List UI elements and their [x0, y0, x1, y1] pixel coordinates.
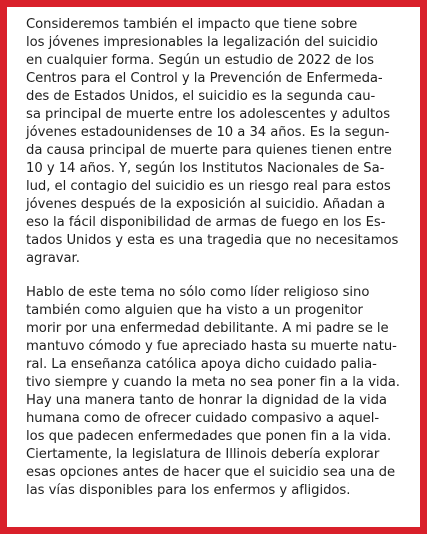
paragraph-line: eso la fácil disponibilidad de armas de fuego en los Es-: [26, 215, 386, 230]
paragraph-line: lud, el contagio del suicidio es un riesgo real para estos: [26, 179, 391, 194]
paragraph-line: esas opciones antes de hacer que el suicidio sea una de: [26, 465, 396, 480]
paragraph-2: [26, 284, 418, 500]
paragraph-spacer: [26, 268, 418, 284]
paragraph-1: [26, 16, 418, 268]
paragraph-line: los que padecen enfermedades que ponen fin a la vida.: [26, 429, 392, 444]
paragraph-line: humana como de ofrecer cuidado compasivo a aquel-: [26, 411, 380, 426]
paragraph-line: también como alguien que ha visto a un progenitor: [26, 303, 363, 318]
paragraph-line: des de Estados Unidos, el suicidio es la segunda cau-: [26, 89, 376, 104]
paragraph-line: los jóvenes impresionables la legalización del suicidio: [26, 35, 378, 50]
paragraph-line: morir por una enfermedad debilitante. A mi padre se le: [26, 321, 389, 336]
paragraph-line: Consideremos también el impacto que tiene sobre: [26, 17, 358, 32]
paragraph-line: Hablo de este tema no sólo como líder religioso sino: [26, 285, 370, 300]
paragraph-line: sa principal de muerte entre los adolescentes y adultos: [26, 107, 391, 122]
paragraph-line: da causa principal de muerte para quienes tienen entre: [26, 143, 392, 158]
paragraph-line: 10 y 14 años. Y, según los Institutos Nacionales de Sa-: [26, 161, 385, 176]
paragraph-line: Centros para el Control y la Prevención de Enfermeda-: [26, 71, 383, 86]
paragraph-line: Ciertamente, la legislatura de Illinois debería explorar: [26, 447, 380, 462]
paragraph-line: agravar.: [26, 251, 80, 266]
paragraph-line: tivo siempre y cuando la meta no sea poner fin a la vida.: [26, 375, 400, 390]
paragraph-line: mantuvo cómodo y fue apreciado hasta su muerte natu-: [26, 339, 397, 354]
paragraph-line: jóvenes estadounidenses de 10 a 34 años. Es la segun-: [26, 125, 390, 140]
paragraph-line: jóvenes después de la exposición al suicidio. Añadan a: [26, 197, 386, 212]
paragraph-line: Hay una manera tanto de honrar la dignidad de la vida: [26, 393, 387, 408]
paragraph-line: tados Unidos y esta es una tragedia que no necesitamos: [26, 233, 399, 248]
article-body: [26, 16, 418, 500]
paragraph-line: en cualquier forma. Según un estudio de 2022 de los: [26, 53, 374, 68]
paragraph-line: ral. La enseñanza católica apoya dicho cuidado palia-: [26, 357, 377, 372]
paragraph-line: las vías disponibles para los enfermos y afligidos.: [26, 483, 351, 498]
